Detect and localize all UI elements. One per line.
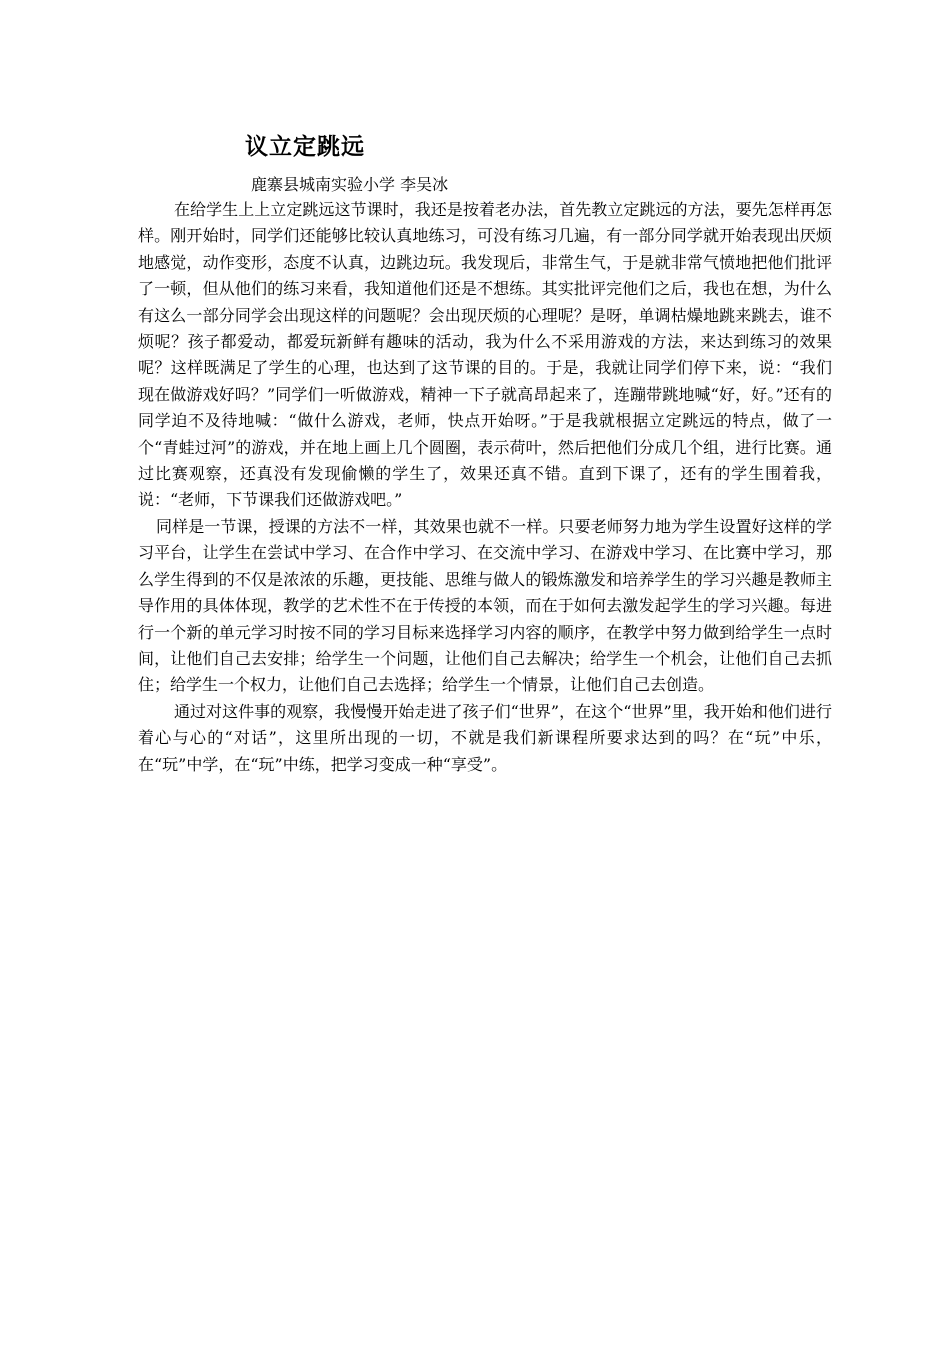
document-body (138, 197, 832, 778)
document-title: 议立定跳远 (245, 134, 365, 160)
paragraph-1: 在给学生上上立定跳远这节课时，我还是按着老办法，首先教立定跳远的方法，要先怎样再怎样。刚开始时，同学们还能够比较认真地练习，可没有练习几遍，有一部分同学就开始表现出厌烦地感觉，动作变形，态度不认真，边跳边玩。我发现后，非常生气，于是就非常气愤地把他们批评了一顿，但从他们的练习来看，我知道他们还是不想练。其实批评完他们之后，我也在想，为什么有这么一部分同学会出现这样的问题呢？会出现厌烦的心理呢？是呀，单调枯燥地跳来跳去，谁不烦呢？孩子都爱动，都爱玩新鲜有趣味的活动，我为什么不采用游戏的方法，来达到练习的效果呢？这样既满足了学生的心理，也达到了这节课的目的。于是，我就让同学们停下来，说：“我们现在做游戏好吗？”同学们一听做游戏，精神一下子就高昂起来了，连蹦带跳地喊“好，好。”还有的同学迫不及待地喊：“做什么游戏，老师，快点开始呀。”于是我就根据立定跳远的特点，做了一个“青蛙过河”的游戏，并在地上画上几个圆圈，表示荷叶，然后把他们分成几个组，进行比赛。通过比赛观察，还真没有发现偷懒的学生了，效果还真不错。直到下课了，还有的学生围着我，说：“老师，下节课我们还做游戏吧。” (138, 200, 832, 510)
author-line: 鹿寨县城南实验小学 李吴冰 (251, 175, 449, 194)
paragraph-3: 通过对这件事的观察，我慢慢开始走进了孩子们“世界”，在这个“世界”里，我开始和他们进行着心与心的“对话”，这里所出现的一切，不就是我们新课程所要求达到的吗？在“玩”中乐，在“玩”中学，在“玩”中练，把学习变成一种“享受”。 (138, 701, 832, 774)
paragraph-2: 同样是一节课，授课的方法不一样，其效果也就不一样。只要老师努力地为学生设置好这样的学习平台，让学生在尝试中学习、在合作中学习、在交流中学习、在游戏中学习、在比赛中学习，那么学生得到的不仅是浓浓的乐趣，更技能、思维与做人的锻炼激发和培养学生的学习兴趣是教师主导作用的具体体现，教学的艺术性不在于传授的本领，而在于如何去激发起学生的学习兴趣。每进行一个新的单元学习时按不同的学习目标来选择学习内容的顺序，在教学中努力做到给学生一点时间，让他们自己去安排；给学生一个问题，让他们自己去解决；给学生一个机会，让他们自己去抓住；给学生一个权力，让他们自己去选择；给学生一个情景，让他们自己去创造。 (138, 516, 832, 695)
